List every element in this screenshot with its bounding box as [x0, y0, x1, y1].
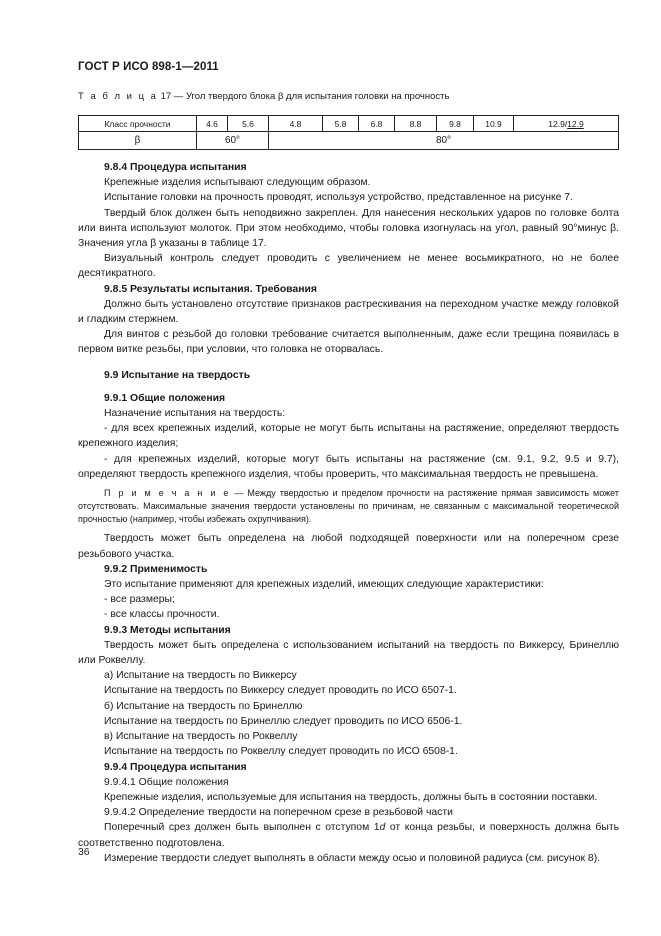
table-cell: Класс прочности	[79, 116, 197, 132]
paragraph: Твердость может быть определена на любой подходящей поверхности или на поперечном срезе резьбового участка.	[78, 533, 619, 560]
text-span: Поперечный срез должен быть выполнен с отступом 1	[104, 822, 380, 834]
table-cell: 10.9	[474, 116, 514, 132]
class-12-9-underlined: 12.9	[567, 118, 584, 129]
angle-60: 60°	[197, 132, 269, 150]
document-body	[78, 160, 619, 866]
paragraph: Испытание головки на прочность проводят, используя устройство, представленное на рисунке 7.	[104, 192, 573, 204]
table-cell: 8.8	[395, 116, 437, 132]
note-text: — Между твердостью и пределом прочности на растяжение прямая зависимость может отсутствовать. Максимальные значения твердости установлены по причинам, не связанным с максимальной теоретической прочностью (например, чтобы избежать охрупчивания).	[78, 488, 619, 524]
paragraph: Назначение испытания на твердость:	[104, 408, 286, 420]
paragraph: Испытание на твердость по Бринеллю следует проводить по ИСО 6506-1.	[104, 715, 463, 727]
table-cell: 4.6	[197, 116, 228, 132]
paragraph: Это испытание применяют для крепежных изделий, имеющих следующие характеристики:	[104, 579, 544, 591]
section-heading: 9.9.2 Применимость	[104, 563, 208, 575]
table-cell: 5.8	[323, 116, 359, 132]
paragraph: Должно быть установлено отсутствие признаков растрескивания на переходном участке между головкой и гладким стержнем.	[78, 298, 619, 326]
table-cell: 6.8	[359, 116, 395, 132]
section-heading: 9.9.4 Процедура испытания	[104, 761, 247, 773]
list-item: б) Испытание на твердость по Бринеллю	[104, 700, 303, 712]
paragraph: Крепежные изделия, используемые для испытания на твердость, должны быть в состоянии поставки.	[104, 791, 598, 803]
table-caption-text: 17 — Угол твердого блока β для испытания головки на прочность	[160, 91, 450, 102]
table-caption-label: Т а б л и ц а	[78, 91, 158, 102]
table-cell: 4.8	[269, 116, 323, 132]
list-item: - все размеры;	[104, 594, 175, 606]
paragraph: Для винтов с резьбой до головки требование считается выполненным, даже если трещина появилась в первом витке резьбы, при условии, что головка не оторвалась.	[78, 329, 619, 356]
subsection-heading: 9.9.4.2 Определение твердости на поперечном срезе в резьбовой части	[104, 807, 453, 819]
subsection-heading: 9.9.4.1 Общие положения	[104, 776, 229, 788]
angle-80: 80°	[269, 132, 619, 150]
paragraph: Испытание на твердость по Виккерсу следует проводить по ИСО 6507-1.	[104, 685, 457, 697]
section-heading: 9.8.5 Результаты испытания. Требования	[104, 283, 317, 295]
section-heading: 9.9.1 Общие положения	[104, 392, 226, 404]
paragraph: Твердый блок должен быть неподвижно закреплен. Для нанесения нескольких ударов по головке болта или винта используют молоток. При этом необходимо, чтобы головка изогнулась на угол, равный 90°минус β. Значения угла β указаны в таблице 17.	[78, 207, 619, 250]
table-cell: 9.8	[437, 116, 474, 132]
list-item: в) Испытание на твердость по Роквеллу	[104, 731, 298, 743]
beta-symbol: β	[79, 132, 197, 150]
table-cell	[514, 116, 619, 132]
paragraph: Визуальный контроль следует проводить с увеличением не менее восьмикратного, но не более десятикратного.	[78, 253, 619, 280]
paragraph: Крепежные изделия испытывают следующим образом.	[104, 177, 371, 189]
table-cell: 5.6	[228, 116, 269, 132]
note-label: П р и м е ч а н и е	[104, 488, 231, 499]
table-row	[79, 116, 619, 132]
strength-class-table	[78, 115, 619, 150]
paragraph: Твердость может быть определена с использованием испытаний на твердость по Виккерсу, Бринеллю или Роквеллу.	[78, 639, 619, 667]
document-header: ГОСТ Р ИСО 898-1—2011	[78, 61, 219, 73]
class-12-9: 12.9/	[548, 118, 568, 129]
section-heading: 9.8.4 Процедура испытания	[104, 162, 247, 173]
list-item: а) Испытание на твердость по Виккерсу	[104, 670, 297, 682]
section-heading: 9.9 Испытание на твердость	[104, 369, 251, 381]
page-number: 36	[78, 847, 90, 858]
note	[78, 487, 619, 525]
section-heading: 9.9.3 Методы испытания	[104, 624, 231, 636]
paragraph: - для крепежных изделий, которые могут быть испытаны на растяжение (см. 9.1, 9.2, 9.5 и 9.7), определяют твердость крепежного изделия, чтобы проверить, что максимальная твердость не превышена.	[78, 453, 619, 480]
diameter-symbol: d	[379, 822, 386, 834]
paragraph: Испытание на твердость по Роквеллу следует проводить по ИСО 6508-1.	[104, 746, 458, 758]
list-item: - все классы прочности.	[104, 609, 220, 621]
paragraph: Измерение твердости следует выполнять в области между осью и половиной радиуса (см. рисунок 8).	[104, 852, 601, 864]
paragraph: - для всех крепежных изделий, которые не могут быть испытаны на растяжение, определяют твердость крепежного изделия;	[78, 423, 619, 450]
paragraph	[78, 820, 619, 850]
text-span: от конца резьбы, и поверхность должна быть соответственно подготовлена.	[78, 822, 619, 849]
table-caption	[78, 91, 449, 102]
table-row	[79, 132, 619, 150]
